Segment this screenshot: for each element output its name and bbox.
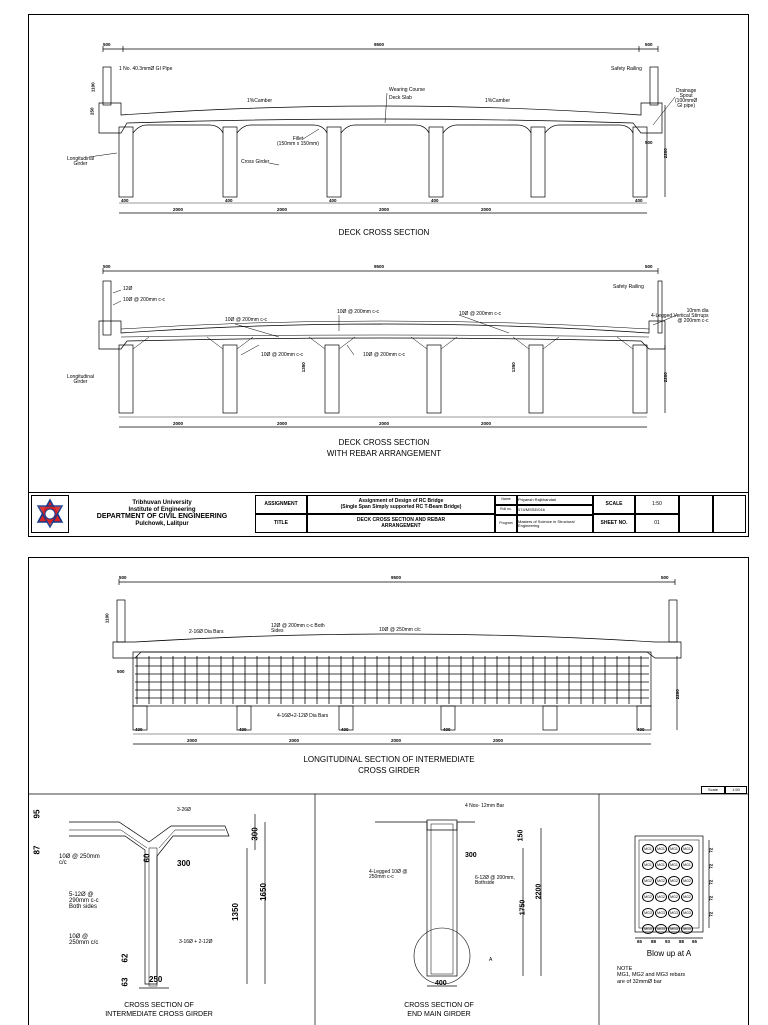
rebar-dim-span: 9500 — [374, 264, 385, 269]
int-d95: 95 — [32, 809, 42, 819]
deck-bottom-dim-7: 400 — [431, 198, 439, 203]
deck-dim-left: 500 — [103, 42, 111, 47]
int-d300a: 300 — [177, 859, 191, 868]
rebar-bar-label: MG2 — [668, 892, 680, 902]
end-d2200: 2200 — [535, 883, 543, 900]
long-bottom-dim-1: 400 — [135, 727, 143, 732]
camber-left-label: 1%Camber — [247, 98, 273, 104]
drainage-label: Drainage Spout (100mmØ GI pipe) — [675, 88, 698, 109]
end-side-label: 6-12Ø @ 200mm, Bothside — [475, 875, 515, 886]
univ-name: Tribhuvan University — [132, 500, 192, 507]
left-railing — [103, 67, 111, 105]
rebar-bar-label: MG2 — [681, 892, 693, 902]
camber-right-label: 1%Camber — [485, 98, 511, 104]
long-caption-2: CROSS GIRDER — [358, 766, 420, 775]
long-bottom-dim-4: 2000 — [289, 738, 300, 743]
rebar-label-d1: 10Ø @ 200mm c-c — [225, 317, 268, 323]
rebar-caption-2: WITH REBAR ARRANGEMENT — [326, 449, 442, 458]
rebar-label-r2: 10Ø @ 200mm c-c — [123, 297, 166, 303]
deck-bottom-dim-4: 2000 — [277, 207, 288, 212]
blank-cell-2 — [713, 495, 746, 533]
assignment-value: Assignment of Design of RC Bridge (Single Span Simply supported RC T-Beam Bridge) — [307, 495, 495, 514]
long-label-d: 4-16Ø+2-12Ø Dia Bars — [277, 713, 329, 719]
int-d62: 62 — [120, 953, 130, 963]
rebar-bar-label: MG2 — [681, 876, 693, 886]
rebar-dim-left: 500 — [103, 264, 111, 269]
int-caption-2: INTERMEDIATE CROSS GIRDER — [105, 1011, 213, 1018]
long-bottom-dim-7: 400 — [443, 727, 451, 732]
rebar-label-d4: 10Ø @ 200mm c-c — [261, 352, 304, 358]
deck-side-dim-3: 500 — [645, 140, 653, 145]
long-bottom-dim-9: 400 — [637, 727, 645, 732]
int-top-label: 3-26Ø — [177, 807, 191, 813]
rebar-bar-label: MG2 — [668, 876, 680, 886]
deck-bottom-dim-2: 2000 — [173, 207, 184, 212]
deck-caption: DECK CROSS SECTION — [338, 228, 430, 237]
rebar-bar-label: MG2 — [655, 892, 667, 902]
rebar-long-girder-label: Longitudinal Girder — [67, 374, 94, 385]
long-label-a: 2-16Ø Dia Bars — [189, 629, 224, 635]
sheet-value: 01 — [635, 514, 679, 533]
blank-cell-1 — [679, 495, 713, 533]
deck-side-dim-2: 250 — [89, 107, 95, 116]
deck-height-dim: 2200 — [662, 148, 668, 159]
cross-girder-label: Cross Girder — [241, 159, 270, 165]
wearing-course-label: Wearing Course — [389, 87, 426, 93]
long-dim-right: 500 — [661, 575, 669, 580]
end-main-girder — [375, 820, 541, 986]
rebar-bar-label: MG3 — [642, 924, 654, 934]
rebar-bar-label: MG3 — [642, 908, 654, 918]
int-d1350: 1350 — [230, 903, 240, 921]
university-logo — [32, 496, 68, 532]
blowup-dim-s1: 72 — [708, 847, 714, 853]
long-label-c: 10Ø @ 250mm c/c — [379, 627, 421, 633]
scale-label: SCALE — [593, 495, 635, 514]
deck-dim-right: 500 — [645, 42, 653, 47]
blowup-dim-s2: 72 — [708, 863, 714, 869]
int-d60: 60 — [142, 853, 152, 863]
end-caption-2: END MAIN GIRDER — [407, 1011, 471, 1018]
rebar-bar-label: MG1 — [681, 844, 693, 854]
long-deck — [113, 634, 681, 658]
long-scale-value: 1:50 — [725, 786, 747, 794]
title-block — [29, 492, 748, 537]
name-value: Priyansh Rajbhandari — [517, 495, 593, 505]
rebar-bar-label: MG1 — [655, 844, 667, 854]
deck-bottom-dim-3: 400 — [225, 198, 233, 203]
long-right-railing — [669, 600, 677, 642]
fillet-label: Fillet (150mm x 150mm) — [277, 136, 319, 147]
rebar-bar-label: MG1 — [642, 860, 654, 870]
rebar-bottom-dim-3: 2000 — [379, 421, 390, 426]
end-d400: 400 — [435, 980, 447, 987]
program-value: Masters of Science in Structural Engineering — [517, 515, 593, 533]
rebar-bar-label: MG2 — [642, 876, 654, 886]
long-side-dim-1: 1100 — [104, 613, 110, 624]
inst-address: Pulchowk, Lalitpur — [135, 521, 189, 528]
rebar-bar-label: MG1 — [668, 844, 680, 854]
deck-side-dim-1: 1100 — [90, 82, 96, 93]
name-label: Name — [495, 495, 517, 505]
long-dim-span: 9500 — [391, 575, 402, 580]
deck-bottom-dim-8: 2000 — [481, 207, 492, 212]
deck-bottom-dim-6: 2000 — [379, 207, 390, 212]
rebar-h1: 1350 — [300, 362, 306, 373]
rebar-bar-label: MG1 — [668, 860, 680, 870]
rebar-bar-label: MG1 — [655, 860, 667, 870]
rebar-bar-label: MG1 — [681, 860, 693, 870]
int-stir-label: 10Ø @ 250mm c/c — [59, 854, 100, 866]
end-stir-label: 4-Legged 10Ø @ 250mm c-c — [369, 869, 408, 880]
rebar-bar-label: MG3 — [655, 924, 667, 934]
rebar-caption-1: DECK CROSS SECTION — [338, 438, 430, 447]
int-d63: 63 — [120, 977, 130, 987]
rebar-bar-label: MG3 — [655, 908, 667, 918]
long-left-railing — [117, 600, 125, 642]
rebar-bar-label: MG2 — [642, 892, 654, 902]
blowup-dim-s4: 72 — [708, 895, 714, 901]
blowup-dim-s3: 72 — [708, 879, 714, 885]
end-a-label: A — [489, 957, 493, 963]
rebar-h2: 1350 — [510, 362, 516, 373]
int-caption-1: CROSS SECTION OF — [124, 1002, 194, 1009]
program-label: Program — [495, 515, 517, 533]
inst-name: Institute of Engineering — [128, 506, 196, 513]
blowup-note: NOTE MG1, MG2 and MG3 rebars are of 32mmØ bar — [617, 966, 686, 985]
right-railing — [650, 67, 658, 105]
rebar-top-mesh — [121, 321, 649, 329]
deck-dim-span: 9500 — [374, 42, 385, 47]
end-caption-1: CROSS SECTION OF — [404, 1002, 474, 1009]
rebar-safety-label: Safety Railing — [613, 284, 644, 290]
blowup-dim-s5: 72 — [708, 911, 714, 917]
int-d300b: 300 — [250, 827, 260, 841]
rebar-dim-right: 500 — [645, 264, 653, 269]
rebar-label-d2: 10Ø @ 200mm c-c — [337, 309, 380, 315]
rebar-bar-label: MG2 — [655, 876, 667, 886]
rebar-label-d3: 10Ø @ 200mm c-c — [459, 311, 502, 317]
rebar-height-dim: 2200 — [662, 372, 668, 383]
rebar-right-railing — [658, 281, 662, 333]
rebar-bar-label: MG3 — [681, 908, 693, 918]
blowup-dim-b4: 88 — [679, 939, 685, 944]
int-d1650: 1650 — [258, 883, 268, 901]
long-bottom-dim-8: 2000 — [493, 738, 504, 743]
scale-value: 1:50 — [635, 495, 679, 514]
rebar-label-d5: 10Ø @ 200mm c-c — [363, 352, 406, 358]
blowup-dim-b3: 93 — [665, 939, 671, 944]
cross-girder-mesh — [135, 656, 649, 704]
long-dim-left: 500 — [119, 575, 127, 580]
end-d300: 300 — [465, 852, 477, 859]
end-top-label: 4 Nos- 12mm Bar — [465, 803, 505, 809]
long-girders — [133, 706, 651, 730]
rebar-bar-label: MG1 — [642, 844, 654, 854]
deck-bottom-dim-5: 400 — [329, 198, 337, 203]
deck-leaders — [89, 93, 675, 165]
safety-railing-label: Safety Railing — [611, 66, 642, 72]
int-side-label: 5-12Ø @ 290mm c-c Both sides — [69, 892, 99, 910]
long-bottom-dim-5: 400 — [341, 727, 349, 732]
roll-label: Roll no. — [495, 505, 517, 515]
blowup-dim-b2: 88 — [651, 939, 657, 944]
blowup-bar-grid — [642, 844, 696, 934]
long-bottom-dim-6: 2000 — [391, 738, 402, 743]
univ-cell — [73, 495, 251, 533]
deck-bottom-dim-1: 400 — [121, 198, 129, 203]
long-scale-label: Scale — [701, 786, 725, 794]
int-bottom-label: 3-16Ø + 2-12Ø — [179, 939, 213, 945]
long-bottom-dim-2: 2000 — [187, 738, 198, 743]
rebar-bar-label: MG3 — [668, 908, 680, 918]
deck-girders — [119, 125, 647, 197]
pipe-label: 1 No. 40.3mmØ GI Pipe — [119, 66, 173, 72]
sheet-label: SHEET NO. — [593, 514, 635, 533]
rebar-bottom-dim-1: 2000 — [173, 421, 184, 426]
rebar-leaders — [113, 290, 677, 355]
assignment-label: ASSIGNMENT — [255, 495, 307, 514]
rebar-bottom-dim-4: 2000 — [481, 421, 492, 426]
logo-cell — [31, 495, 69, 533]
rebar-bottom-dim-2: 2000 — [277, 421, 288, 426]
int-stir2-label: 10Ø @ 250mm c/c — [69, 934, 99, 946]
long-height-dim: 2200 — [674, 689, 680, 700]
sheet-1 — [28, 14, 749, 537]
deck-slab-label: Deck Slab — [389, 95, 412, 101]
int-d250: 250 — [149, 975, 163, 984]
title-label: TITLE — [255, 514, 307, 533]
dept-name: DEPARTMENT OF CIVIL ENGINEERING — [96, 513, 228, 521]
long-caption-1: LONGITUDINAL SECTION OF INTERMEDIATE — [303, 755, 475, 764]
long-label-b: 12Ø @ 200mm c-c Both Sides — [271, 623, 325, 634]
rebar-left-railing — [103, 281, 111, 335]
blowup-caption: Blow up at A — [646, 949, 692, 958]
rebar-bottom-mesh — [121, 335, 649, 337]
rebar-bar-label: MG3 — [681, 924, 693, 934]
roll-value: 074/MSSE/016 — [517, 505, 593, 515]
rebar-label-r1: 12Ø — [123, 286, 133, 292]
long-side-dim-2: 500 — [117, 669, 125, 674]
end-d150: 150 — [517, 829, 525, 842]
title-value: DECK CROSS SECTION AND REBAR ARRANGEMENT — [307, 514, 495, 533]
deck-slab — [99, 103, 662, 133]
long-girder-label: Longitudinal Girder — [67, 156, 94, 167]
rebar-bar-label: MG3 — [668, 924, 680, 934]
long-bottom-dim-3: 400 — [239, 727, 247, 732]
stirrups-label: 10mm dia 4-Legged Vertical Stirrups @ 200mm c-c — [651, 308, 709, 324]
end-d1750: 1750 — [519, 899, 527, 916]
rebar-girders — [119, 337, 647, 413]
sheet-2 — [28, 557, 749, 1025]
deck-bottom-dim-9: 400 — [635, 198, 643, 203]
blowup-dim-b1: 65 — [637, 939, 643, 944]
int-d87: 87 — [32, 845, 42, 855]
blowup-dim-b5: 65 — [692, 939, 698, 944]
